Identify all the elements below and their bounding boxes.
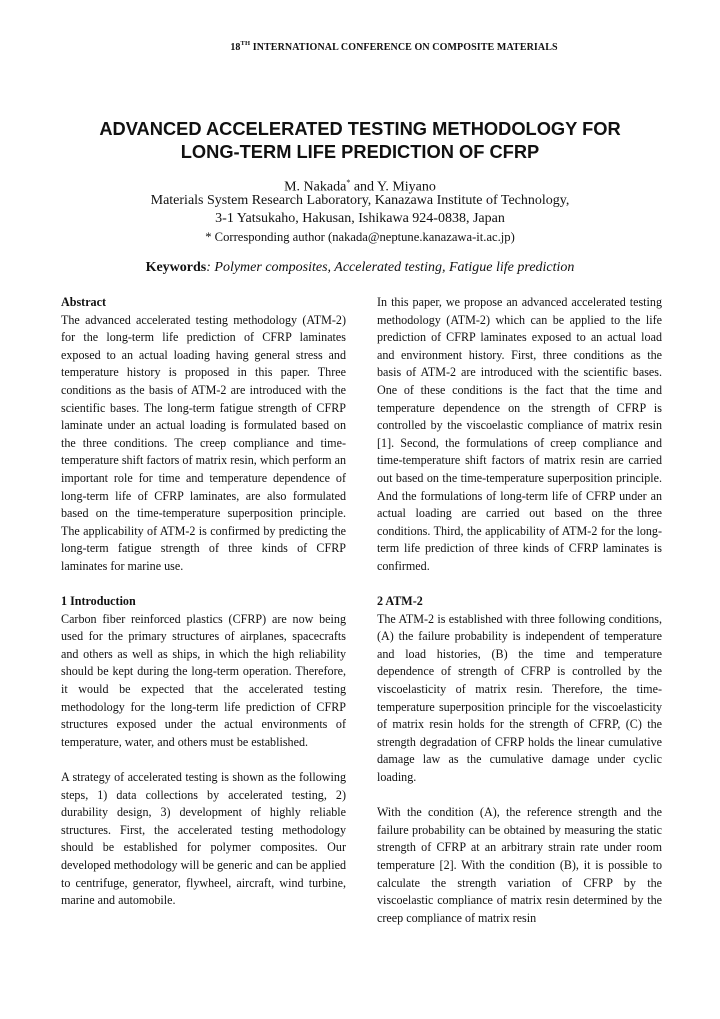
paper-title-line-1: ADVANCED ACCELERATED TESTING METHODOLOGY FOR (99, 118, 621, 139)
keywords-line (0, 260, 720, 276)
abstract-paragraph-2: In this paper, we propose an advanced accelerated testing methodology (ATM-2) which can be applied to the life prediction of CFRP laminates exposed to an actual load and environment history. First, three conditions as the basis of ATM-2 are introduced with the scientific bases. One of these conditions is the fact that the time and temperature dependence on the strength of CFRP is controlled by the viscoelastic compliance of matrix resin [1]. Second, the formulations of creep compliance and time-temperature shift factors of matrix resin are carried out based on the time-temperature superposition principle. And the formulations of long-term life of CFRP under an actual loading are carried out based on the three conditions. Third, the applicability of ATM-2 for the long-term life prediction of three kinds of CFRP laminates is confirmed. (377, 295, 662, 573)
paper-title (0, 117, 720, 163)
affiliation-line-2: 3-1 Yatsukaho, Hakusan, Ishikawa 924-0838, Japan (215, 211, 505, 226)
abstract-heading: Abstract (61, 295, 107, 309)
atm2-paragraph-2: With the condition (A), the reference strength and the failure probability can be obtained by measuring the static strength of CFRP at an arbitrary strain rate under room temperature [2]. With the condition (B), it is possible to calculate the strength variation of CFRP by the viscoelastic compliance of matrix resin determined by the creep compliance of matrix resin (377, 805, 662, 925)
introduction-heading: 1 Introduction (61, 594, 136, 609)
conference-name: INTERNATIONAL CONFERENCE ON COMPOSITE MATERIALS (250, 42, 558, 53)
running-header (0, 42, 720, 53)
author-rest: and Y. Miyano (350, 179, 436, 195)
introduction-paragraph-1: Carbon fiber reinforced plastics (CFRP) are now being used for the primary structures of airplanes, spacecrafts and others as well as ships, in which the high reliability should be kept during the long-term operation. Therefore, it would be expected that the accelerated testing methodology for the long-term life prediction of CFRP structures exposed under the actual environments of temperature, water, and others must be established. (61, 611, 346, 749)
affiliation-block (0, 192, 720, 246)
keywords-text: : Polymer composites, Accelerated testing, Fatigue life prediction (206, 260, 575, 275)
atm2-heading: 2 ATM-2 (377, 594, 423, 609)
abstract-paragraph-1: The advanced accelerated testing methodology (ATM-2) for the long-term life prediction of CFRP laminates exposed to an actual loading having general stress and temperature history is proposed in this paper. Three conditions as the basis of ATM-2 are introduced with the scientific bases. The long-term fatigue strength of CFRP laminate under an actual loading is formulated based on the three conditions. The creep compliance and time-temperature shift factors of matrix resin, which perform an important role for time and temperature dependence of long-term life of CFRP laminates, are also formulated based on the time-temperature superposition principle. The applicability of ATM-2 is confirmed by predicting the long-term fatigue strength of three kinds of CFRP laminates for marine use. (61, 312, 346, 573)
keywords-label: Keywords (145, 260, 207, 275)
conference-ordinal: 18 (230, 42, 241, 53)
author-first: M. Nakada (284, 179, 347, 195)
affiliation-line-1: Materials System Research Laboratory, Kanazawa Institute of Technology, (150, 193, 570, 208)
corresponding-author: * Corresponding author (nakada@neptune.kanazawa-it.ac.jp) (205, 230, 515, 244)
right-column (377, 294, 662, 927)
introduction-paragraph-2: A strategy of accelerated testing is shown as the following steps, 1) data collections by accelerated testing, 2) durability design, 3) development of highly reliable structures. First, the accelerated testing methodology should be established for polymer composites. Our developed methodology will be generic and can be applied to centrifuge, generator, flywheel, aircraft, wind turbine, marine and automobile. (61, 770, 346, 908)
paper-title-line-2: LONG-TERM LIFE PREDICTION OF CFRP (180, 141, 540, 162)
conference-ordinal-suffix: TH (240, 40, 251, 47)
corresponding-marker: * (346, 178, 351, 187)
left-column (61, 294, 346, 910)
atm2-paragraph-1: The ATM-2 is established with three following conditions, (A) the failure probability is independent of temperature and load histories, (B) the time and temperature dependence of strength of CFRP is controlled by the viscoelasticity of matrix resin. Therefore, the time-temperature superposition principle for the viscoelasticity of matrix resin holds for the strength of CFRP, (C) the strength degradation of CFRP holds the linear cumulative damage law as the cumulative damage under cyclic loading. (377, 611, 662, 785)
